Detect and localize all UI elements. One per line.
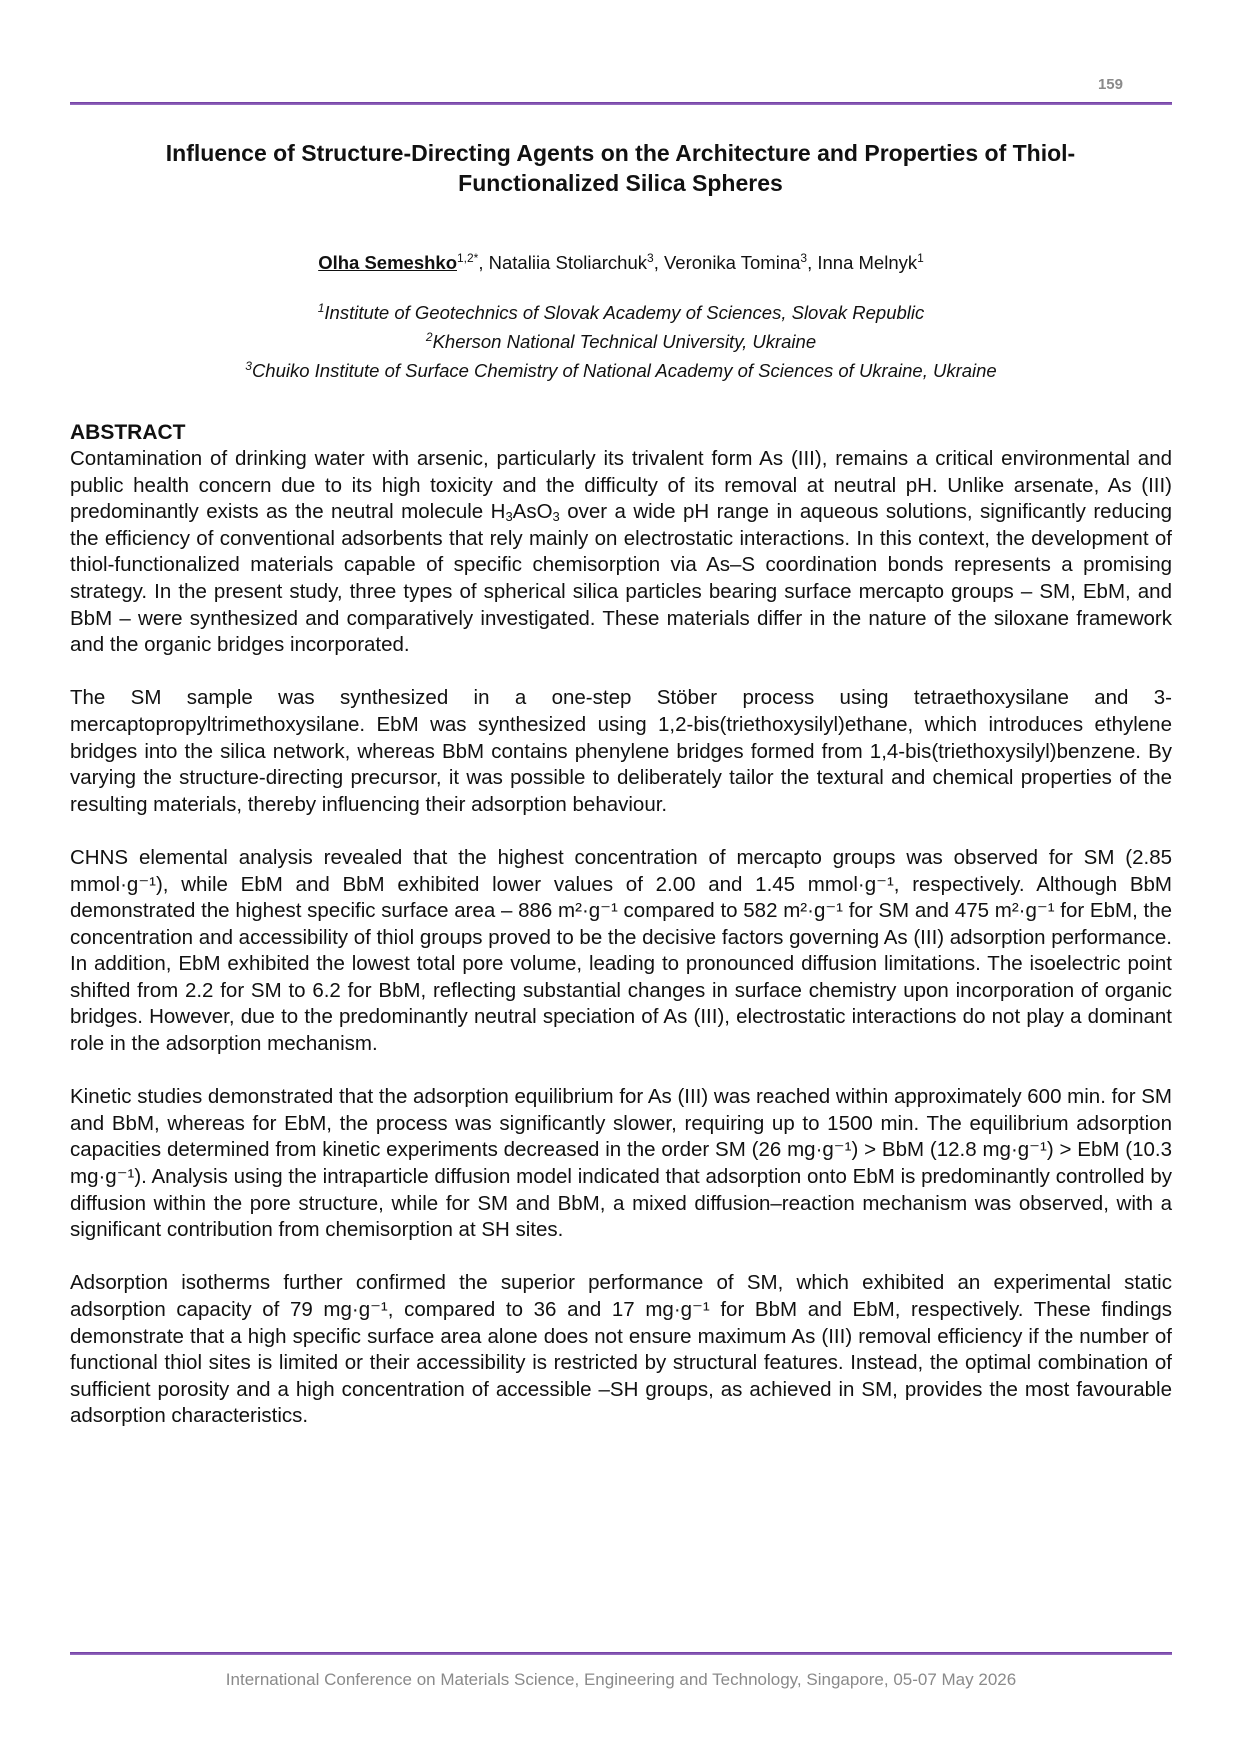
paragraph-text: AsO — [512, 500, 553, 524]
author-affiliation-mark: 3 — [647, 251, 654, 265]
page-number: 159 — [1097, 76, 1123, 93]
abstract-paragraph: The SM sample was synthesized in a one-step Stöber process using tetraethoxysilane and 3-mercaptopropyltrimethoxysilane. EbM was synthesized using 1,2-bis(triethoxysilyl)ethane, which introduces ethylene bridges into the silica network, whereas BbM contains phenylene bridges formed from 1,4-bis(triethoxysilyl)benzene. By varying the structure-directing precursor, it was possible to deliberately tailor the textural and chemical properties of the resulting materials, thereby influencing their adsorption behaviour. — [70, 686, 1172, 816]
author-separator: , — [478, 252, 489, 274]
affiliation-mark: 3 — [245, 359, 252, 374]
affiliation-mark: 2 — [425, 330, 433, 345]
abstract-paragraph: CHNS elemental analysis revealed that the highest concentration of mercapto groups was observed for SM (2.85 mmol·g⁻¹), while EbM and BbM exhibited lower values of 2.00 and 1.45 mmol·g⁻¹, respectively. Although BbM demonstrated the highest specific surface area – 886 m²·g⁻¹ compared to 582 m²·g⁻¹ for SM and 475 m²·g⁻¹ for EbM, the concentration and accessibility of thiol groups proved to be the decisive factors governing As (III) adsorption performance. In addition, EbM exhibited the lowest total pore volume, leading to pronounced diffusion limitations. The isoelectric point shifted from 2.2 for SM to 6.2 for BbM, reflecting substantial changes in surface chemistry upon incorporation of organic bridges. However, due to the predominantly neutral speciation of As (III), electrostatic interactions do not play a dominant role in the adsorption mechanism. — [70, 845, 1172, 1056]
subscript: 3 — [505, 509, 513, 525]
abstract-paragraph — [70, 446, 1172, 659]
author-name: Inna Melnyk — [817, 252, 918, 274]
abstract-heading: ABSTRACT — [70, 421, 186, 444]
paragraph-text: over a wide pH range in aqueous solutions, significantly reducing the efficiency of conventional adsorbents that rely mainly on electrostatic interactions. In this context, the development of thiol-functionalized materials capable of specific chemisorption via As–S coordination bonds represents a promising strategy. In the present study, three types of spherical silica particles bearing surface mercapto groups – SM, EbM, and BbM – were synthesized and comparatively investigated. These materials differ in the nature of the siloxane framework and the organic bridges incorporated. — [70, 500, 1172, 657]
affiliation — [70, 325, 1172, 354]
paper-title: Influence of Structure-Directing Agents on the Architecture and Properties of Thiol-Functionalized Silica Spheres — [165, 140, 1076, 196]
affiliation-text: Chuiko Institute of Surface Chemistry of National Academy of Sciences of Ukraine, Ukraine — [251, 360, 997, 382]
affiliation-mark: 1 — [317, 301, 325, 315]
author-list — [70, 247, 1172, 274]
affiliation — [70, 354, 1172, 383]
header-rule — [70, 102, 1172, 105]
author-affiliation-mark: 3 — [800, 251, 808, 265]
author-name: Olha Semeshko — [318, 252, 457, 274]
author-separator: , — [653, 252, 664, 274]
affiliation-text: Kherson National Technical University, Ukraine — [432, 331, 817, 353]
author-affiliation-mark: 1 — [917, 251, 924, 265]
author-affiliation-mark: 1,2* — [457, 251, 479, 265]
abstract-paragraph: Adsorption isotherms further confirmed the superior performance of SM, which exhibited an experimental static adsorption capacity of 79 mg·g⁻¹, compared to 36 and 17 mg·g⁻¹ for BbM and EbM, respectively. These findings demonstrate that a high specific surface area alone does not ensure maximum As (III) removal efficiency if the number of functional thiol sites is limited or their accessibility is restricted by structural features. Instead, the optimal combination of sufficient porosity and a high concentration of accessible –SH groups, as achieved in SM, provides the most favourable adsorption characteristics. — [70, 1271, 1172, 1428]
author-name: Veronika Tomina — [663, 252, 801, 274]
author-separator: , — [807, 252, 818, 274]
footer-rule — [70, 1652, 1172, 1655]
conference-footer: International Conference on Materials Science, Engineering and Technology, Singapore, 05-07 May 2026 — [225, 1670, 1017, 1689]
affiliation — [70, 296, 1172, 325]
affiliation-list — [70, 296, 1172, 383]
author-name: Nataliia Stoliarchuk — [488, 252, 647, 274]
affiliation-text: Institute of Geotechnics of Slovak Academy of Sciences, Slovak Republic — [324, 302, 925, 324]
subscript: 3 — [552, 509, 560, 525]
abstract-paragraph: Kinetic studies demonstrated that the adsorption equilibrium for As (III) was reached within approximately 600 min. for SM and BbM, whereas for EbM, the process was significantly slower, requiring up to 1500 min. The equilibrium adsorption capacities determined from kinetic experiments decreased in the order SM (26 mg·g⁻¹) > BbM (12.8 mg·g⁻¹) > EbM (10.3 mg·g⁻¹). Analysis using the intraparticle diffusion model indicated that adsorption onto EbM is predominantly controlled by diffusion within the pore structure, while for SM and BbM, a mixed diffusion–reaction mechanism was observed, with a significant contribution from chemisorption at SH sites. — [70, 1085, 1172, 1242]
abstract-section — [70, 420, 1172, 1430]
paragraph-text: Contamination of drinking water with arsenic, particularly its trivalent form As (III), remains a critical environmental and public health concern due to its high toxicity and the difficulty of its removal at neutral pH. Unlike arsenate, As (III) predominantly exists as the neutral molecule H — [70, 447, 1172, 524]
